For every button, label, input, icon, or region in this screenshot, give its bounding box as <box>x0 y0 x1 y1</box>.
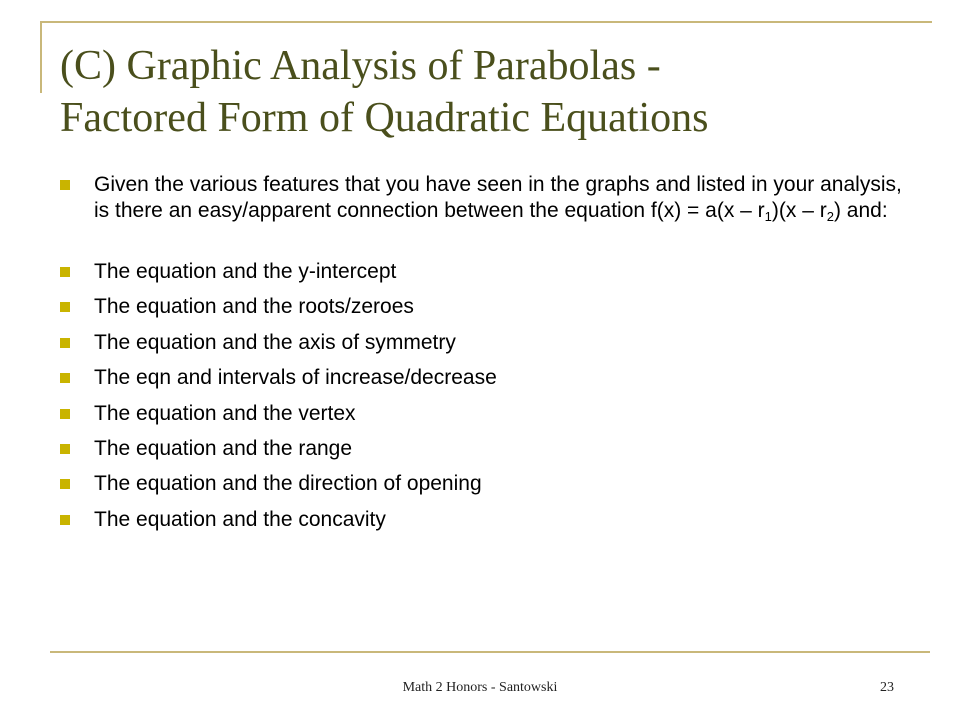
list-item <box>60 431 920 466</box>
frame-top-line <box>40 21 932 23</box>
intro-bullet <box>60 172 920 224</box>
slide-title-line-2: Factored Form of Quadratic Equations <box>60 95 709 141</box>
square-bullet-icon <box>60 479 70 489</box>
list-item-text: The equation and the roots/zeroes <box>94 295 414 319</box>
intro-text-part: ) and: <box>833 199 888 222</box>
list-item-text: The equation and the y-intercept <box>94 260 397 283</box>
list-item <box>60 396 920 431</box>
intro-text-part: Given the various features that you have seen in the graphs and listed in your analysis, is there an easy/apparent connection between the equation f(x) = a(x – r <box>94 173 902 222</box>
footer-course: Math 2 Honors - Santowski <box>402 680 558 695</box>
list-item <box>60 502 920 537</box>
list-item <box>60 466 920 501</box>
list-item-text: The equation and the direction of opening <box>94 472 482 496</box>
list-item <box>60 254 920 289</box>
slide-title-line-1: (C) Graphic Analysis of Parabolas - <box>60 43 661 89</box>
bullet-list <box>60 172 920 537</box>
square-bullet-icon <box>60 267 70 277</box>
list-item-text: The eqn and intervals of increase/decrease <box>94 366 497 390</box>
square-bullet-icon <box>60 515 70 525</box>
square-bullet-icon <box>60 373 70 383</box>
square-bullet-icon <box>60 409 70 419</box>
list-item-text: The equation and the axis of symmetry <box>94 330 456 354</box>
square-bullet-icon <box>60 302 70 312</box>
subscript-2: 2 <box>826 209 834 224</box>
list-item-text: The equation and the concavity <box>94 507 386 531</box>
intro-text-part: )(x – r <box>771 199 827 222</box>
list-item <box>60 325 920 360</box>
list-item <box>60 289 920 324</box>
list-item-text: The equation and the vertex <box>94 401 356 425</box>
square-bullet-icon <box>60 338 70 348</box>
square-bullet-icon <box>60 180 70 190</box>
square-bullet-icon <box>60 444 70 454</box>
slide-title <box>60 40 920 144</box>
frame-left-line <box>40 21 42 93</box>
subscript-1: 1 <box>764 209 772 224</box>
list-item-text: The equation and the range <box>94 436 353 460</box>
frame-bottom-line <box>50 651 930 653</box>
list-item <box>60 360 920 395</box>
page-number: 23 <box>880 680 894 695</box>
